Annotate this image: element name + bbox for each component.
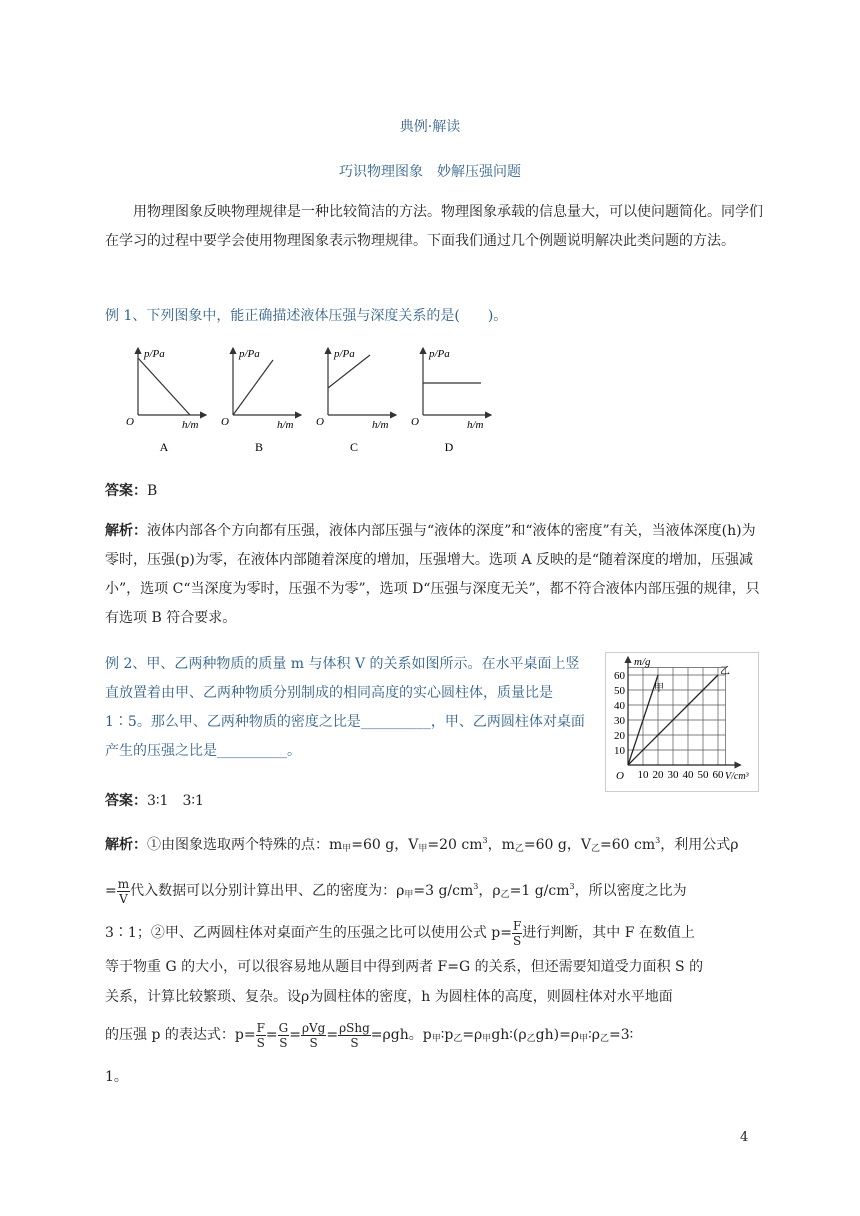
page-number: 4 xyxy=(740,1130,749,1145)
example2-question xyxy=(105,650,590,766)
example2-question-text: 例 2、甲、乙两种物质的质量 m 与体积 V 的关系如图所示。在水平桌面上竖直放置着由甲、乙两种物质分别制成的相同高度的实心圆柱体，质量比是 1∶5。那么甲、乙两种物质的密度之比是__________，甲、乙两圆柱体对桌面产生的压强之比是__________。 xyxy=(105,656,585,759)
graph-d xyxy=(411,348,491,454)
graph-b xyxy=(221,348,301,454)
x-tick-label: 40 xyxy=(682,769,694,781)
intro-paragraph: 用物理图象反映物理规律是一种比较简洁的方法。物理图象承载的信息量大，可以使问题简化。同学们在学习的过程中要学会使用物理图象表示物理规律。下面我们通过几个例题说明解决此类问题的方法。 xyxy=(105,204,763,249)
example1-answer xyxy=(105,480,157,500)
example1-graphs xyxy=(118,340,498,460)
analysis-line-2: = $\frac{m}{V}$ 代入数据可以分别计算出甲、乙的密度为：$\rho_甲=3$ $g/cm^3$，$\rho_乙=1$ $g/cm^3$，所以密度之比为 xyxy=(105,876,687,906)
x-tick-label: 60 xyxy=(712,769,724,781)
option-label: B xyxy=(254,440,264,454)
analysis-line-3: 3∶1；②甲、乙两圆柱体对桌面产生的压强之比可以使用公式 p= $\frac{F}{S}$ 进行判断，其中 F 在数值上 xyxy=(105,918,695,948)
series-label: 甲 xyxy=(654,683,664,694)
option-label: D xyxy=(444,440,454,454)
y-tick-label: 10 xyxy=(614,745,625,757)
y-tick-label: 50 xyxy=(614,685,625,697)
x-tick-label: 30 xyxy=(667,769,679,781)
article-subtitle: 巧识物理图象 妙解压强问题 xyxy=(339,164,521,180)
y-axis-label: p/Pa xyxy=(239,348,260,360)
y-tick-label: 30 xyxy=(614,715,625,727)
y-axis-label: m/g xyxy=(634,656,651,668)
series-label: 乙 xyxy=(720,666,730,677)
analysis-line-4: 等于物重 G 的大小，可以很容易地从题目中得到两者 F=G 的关系，但还需要知道受力面积 S 的 xyxy=(105,959,704,975)
x-axis-label: h/m xyxy=(182,419,199,431)
origin-label: O xyxy=(221,416,229,428)
x-axis-label: h/m xyxy=(372,419,389,431)
x-tick-label: 20 xyxy=(652,769,664,781)
graph-line xyxy=(138,358,190,415)
x-axis-label: h/m xyxy=(277,419,294,431)
y-tick-label: 20 xyxy=(614,730,625,742)
origin-label: O xyxy=(616,770,624,782)
y-tick-label: 60 xyxy=(614,670,625,682)
x-tick-label: 50 xyxy=(697,769,709,781)
x-tick-label: 10 xyxy=(637,769,649,781)
option-label: A xyxy=(159,440,169,454)
analysis-line-6: 的压强 p 的表达式：p= $\frac{F}{S}$ = $\frac{G}{S}$ = $\frac{\text{ρVg}}{S}$ = $\frac{\text{ρShg}}{S}$ =ρgh。$p_甲∶p_乙=\rho_甲gh∶(\rho_乙gh)=\rho_甲∶\rho_乙=3∶$ xyxy=(105,1020,634,1050)
example2-analysis xyxy=(105,826,765,1092)
example1-question: 例 1、下列图象中，能正确描述液体压强与深度关系的是( )。 xyxy=(105,308,508,324)
origin-label: O xyxy=(126,416,134,428)
example1-analysis xyxy=(105,517,765,633)
x-axis-label: V/cm³ xyxy=(725,771,749,782)
graph-a xyxy=(126,348,206,454)
origin-label: O xyxy=(316,416,324,428)
option-label: C xyxy=(349,440,359,454)
y-axis-label: p/Pa xyxy=(144,348,165,360)
origin-label: O xyxy=(411,416,419,428)
analysis-line-1: 解析：①由图象选取两个特殊的点：$m_甲=60$ g，$V_甲=20$ $cm^3$，$m_乙=60$ g，$V_乙=60$ $cm^3$，利用公式ρ xyxy=(105,836,739,854)
graph-line xyxy=(233,360,273,415)
answer-value: 3∶1 3∶1 xyxy=(147,793,204,809)
y-axis-label: p/Pa xyxy=(429,348,450,360)
analysis-text: 液体内部各个方向都有压强，液体内部压强与“液体的深度”和“液体的密度”有关，当液体深度(h)为零时，压强(p)为零，在液体内部随着深度的增加，压强增大。选项 A 反映的是“随着深度的增加，压强减小”，选项 C“当深度为零时，压强不为零”，选项 D“压强与深度无关”，都不符合液体内部压强的规律，只有选项 B 符合要求。 xyxy=(105,523,760,626)
example2-answer xyxy=(105,790,204,810)
analysis-line-7: 1。 xyxy=(105,1069,128,1085)
y-tick-label: 40 xyxy=(614,700,625,712)
analysis-label: 解析： xyxy=(105,837,147,853)
answer-value: B xyxy=(147,483,158,499)
answer-label: 答案： xyxy=(105,483,147,499)
section-title: 典例·解读 xyxy=(399,119,461,135)
analysis-line-5: 关系，计算比较繁琐、复杂。设ρ为圆柱体的密度，h 为圆柱体的高度，则圆柱体对水平地面 xyxy=(105,989,673,1005)
mass-volume-chart xyxy=(605,652,759,792)
x-axis-label: h/m xyxy=(467,419,484,431)
graph-c xyxy=(316,348,396,454)
y-axis-label: p/Pa xyxy=(334,348,355,360)
answer-label: 答案： xyxy=(105,793,147,809)
analysis-label: 解析： xyxy=(105,523,147,539)
